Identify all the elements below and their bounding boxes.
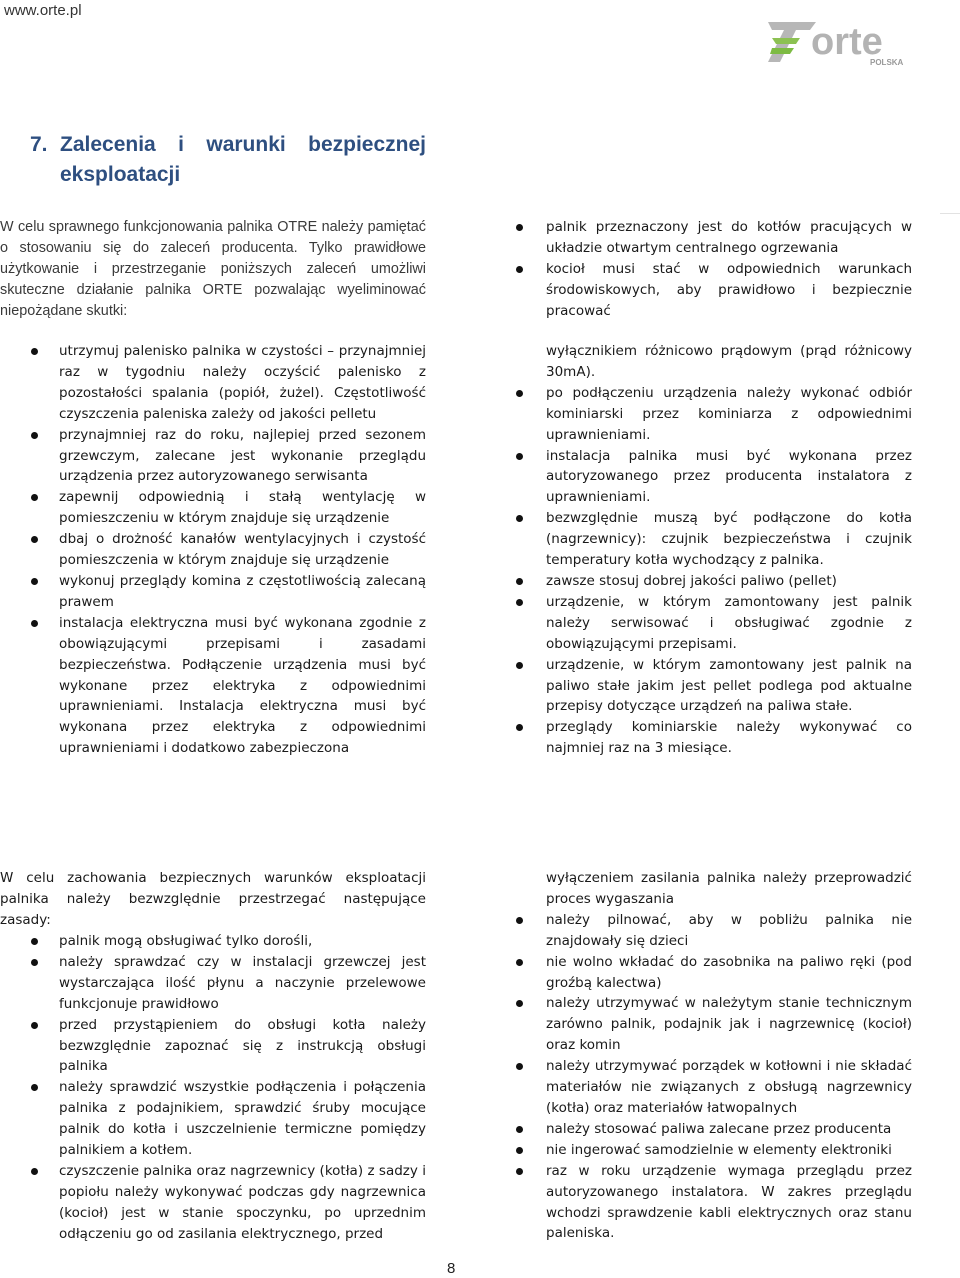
block2-right-column: [514, 868, 912, 1244]
block2-intro-column: [0, 868, 426, 931]
list-item: należy stosować paliwa zalecane przez producenta: [514, 1119, 912, 1140]
list-item: instalacja elektryczna musi być wykonana zgodnie z obowiązującymi przepisami i zasadami bezpieczeństwa. Podłączenie urządzenia musi być wykonane przez elektryka z odpowiednimi uprawnieniami. Instalacja elektryczna musi być wykonana przez elektryka z odpowiednimi uprawnieniami i dodatkowo zabezpieczona: [0, 613, 426, 759]
svg-text:POLSKA: POLSKA: [870, 58, 904, 67]
list-item: palnik mogą obsługiwać tylko dorośli,: [0, 931, 426, 952]
page-url: www.orte.pl: [4, 2, 82, 19]
list-item: instalacja palnika musi być wykonana przez autoryzowanego przez producenta instalatora z uprawnieniami.: [514, 446, 912, 509]
block1-intro: W celu sprawnego funkcjonowania palnika OTRE należy pamiętać o stosowaniu się do zaleceń producenta. Tylko prawidłowe użytkowanie i przestrzeganie poniższych zaleceń umożliwi skuteczne działanie palnika ORTE pozwalając wyeliminować niepożądane skutki:: [0, 219, 426, 319]
page-number: 8: [447, 1260, 456, 1277]
block1-intro-column: [0, 217, 426, 322]
section-heading: [30, 130, 426, 190]
block1-left-column: [0, 341, 426, 759]
list-item: należy sprawdzić wszystkie podłączenia i połączenia palnika z podajnikiem, sprawdzić śruby mocujące palnik do kotła i uszczelnienie termiczne pomiędzy palnikiem a kotłem.: [0, 1077, 426, 1161]
list-item: nie ingerować samodzielnie w elementy elektroniki: [514, 1140, 912, 1161]
list-item: należy pilnować, aby w pobliżu palnika nie znajdowały się dzieci: [514, 910, 912, 952]
list-item-continuation: wyłącznikiem różnicowo prądowym (prąd różnicowy 30mA).: [546, 343, 912, 380]
list-item: należy utrzymywać w należytym stanie technicznym zarówno palnik, podajnik jak i nagrzewnicę (kocioł) oraz komin: [514, 993, 912, 1056]
list-item: raz w roku urządzenie wymaga przeglądu przez autoryzowanego instalatora. W zakres przeglądu wchodzi sprawdzenie kabli elektrycznych oraz stanu paleniska.: [514, 1161, 912, 1245]
block1-right-top-column: [514, 217, 912, 322]
list-item: urządzenie, w którym zamontowany jest palnik na paliwo stałe jakim jest pellet podlega pod aktualne przepisy dotyczące urządzeń na paliwa stałe.: [514, 655, 912, 718]
list-item: wykonuj przeglądy komina z częstotliwością zalecaną prawem: [0, 571, 426, 613]
block2-left-list: [0, 931, 426, 1245]
list-item: nie wolno wkładać do zasobnika na paliwo ręki (pod groźbą kalectwa): [514, 952, 912, 994]
orte-logo: [766, 18, 912, 68]
list-item: kocioł musi stać w odpowiednich warunkach środowiskowych, aby prawidłowo i bezpiecznie pracować: [514, 259, 912, 322]
list-item: czyszczenie palnika oraz nagrzewnicy (kotła) z sadzy i popiołu należy wykonywać podczas gdy nagrzewnica (kocioł) jest w stanie spoczynku, po uprzednim odłączeniu go od zasilania elektrycznego, przed: [0, 1161, 426, 1245]
block2-intro: W celu zachowania bezpiecznych warunków eksploatacji palnika należy bezwzględnie przestrzegać następujące zasady:: [0, 870, 426, 928]
list-item: przeglądy kominiarskie należy wykonywać co najmniej raz na 3 miesiące.: [514, 717, 912, 759]
block1-left-list: [0, 341, 426, 759]
list-item: bezwzględnie muszą być podłączone do kotła (nagrzewnicy): czujnik bezpieczeństwa i czujnik temperatury kotła wychodzący z palnika.: [514, 508, 912, 571]
list-item-continuation: wyłączeniem zasilania palnika należy przeprowadzić proces wygaszania: [546, 870, 912, 907]
list-item: przynajmniej raz do roku, najlepiej przed sezonem grzewczym, zalecane jest wykonanie przeglądu urządzenia przez autoryzowanego serwisanta: [0, 425, 426, 488]
section-title: Zalecenia i warunki bezpiecznej eksploatacji: [60, 133, 426, 186]
section-number: 7.: [30, 133, 48, 156]
list-item: należy sprawdzać czy w instalacji grzewczej jest wystarczająca ilość płynu a naczynie przelewowe funkcjonuje prawidłowo: [0, 952, 426, 1015]
list-item: urządzenie, w którym zamontowany jest palnik należy serwisować i obsługiwać zgodnie z obowiązującymi przepisami.: [514, 592, 912, 655]
list-item: zawsze stosuj dobrej jakości paliwo (pellet): [514, 571, 912, 592]
block1-right-list: [514, 341, 912, 759]
list-item: utrzymuj palenisko palnika w czystości – przynajmniej raz w tygodniu należy oczyścić palenisko z pozostałości spalania (popiół, żużel). Częstotliwość czyszczenia paleniska zależy od jakości pelletu: [0, 341, 426, 425]
list-item: należy utrzymywać porządek w kotłowni i nie składać materiałów nie związanych z obsługą nagrzewnicy (kotła) oraz materiałów łatwopalnych: [514, 1056, 912, 1119]
list-item: dbaj o drożność kanałów wentylacyjnych i czystość pomieszczenia w którym znajduje się urządzenie: [0, 529, 426, 571]
divider: [940, 213, 960, 214]
block2-left-column: [0, 931, 426, 1245]
list-item: po podłączeniu urządzenia należy wykonać odbiór kominiarski przez kominiarza z odpowiednimi uprawnieniami.: [514, 383, 912, 446]
list-item: zapewnij odpowiednią i stałą wentylację w pomieszczeniu w którym znajduje się urządzenie: [0, 487, 426, 529]
block1-right-top-list: [514, 217, 912, 322]
list-item: przed przystąpieniem do obsługi kotła należy bezwzględnie zapoznać się z instrukcją obsługi palnika: [0, 1015, 426, 1078]
block2-right-list: [514, 868, 912, 1244]
svg-text:orte: orte: [811, 21, 883, 63]
list-item: palnik przeznaczony jest do kotłów pracujących w układzie otwartym centralnego ogrzewania: [514, 217, 912, 259]
block1-right-column: [514, 341, 912, 759]
